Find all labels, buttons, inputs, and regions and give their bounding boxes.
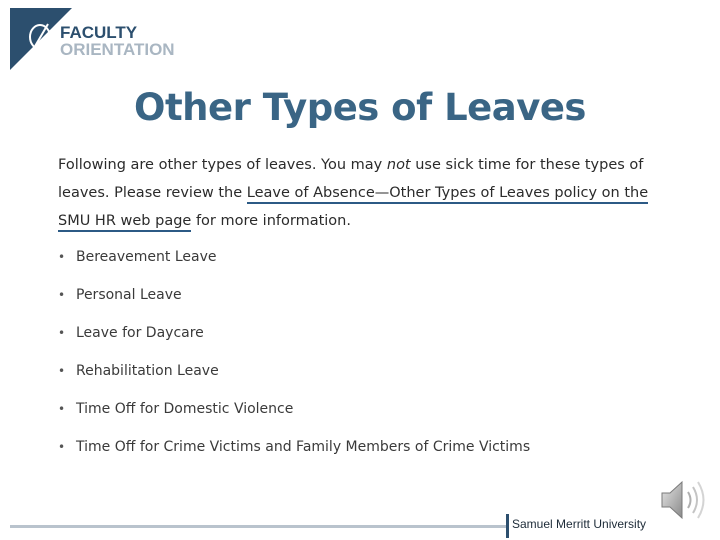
list-item	[58, 319, 530, 357]
leave-types-list	[58, 243, 530, 471]
bullet-icon: •	[58, 364, 66, 378]
policy-link[interactable]: Leave of Absence—Other Types of Leaves policy on the SMU HR web page	[58, 185, 648, 232]
list-item-label: Leave for Daycare	[76, 325, 204, 341]
intro-text-before: Following are other types of leaves. You may	[58, 157, 387, 173]
bullet-icon: •	[58, 288, 66, 302]
list-item	[58, 281, 530, 319]
list-item-label: Time Off for Crime Victims and Family Members of Crime Victims	[76, 439, 531, 455]
intro-paragraph	[58, 151, 658, 235]
list-item	[58, 357, 530, 395]
list-item-label: Rehabilitation Leave	[76, 363, 219, 379]
footer-organization: Samuel Merritt University	[512, 517, 647, 531]
list-item-label: Bereavement Leave	[76, 249, 217, 265]
logo-line-faculty: FACULTY	[60, 23, 138, 42]
footer-accent-bar	[506, 514, 509, 538]
intro-text-after: for more information.	[191, 213, 351, 229]
intro-emphasis: not	[386, 157, 411, 173]
bullet-icon: •	[58, 250, 66, 264]
page-title: Other Types of Leaves	[134, 86, 586, 129]
bullet-icon: •	[58, 440, 66, 454]
list-item	[58, 243, 530, 281]
footer-divider	[10, 525, 506, 528]
list-item-label: Time Off for Domestic Violence	[76, 401, 294, 417]
bullet-icon: •	[58, 326, 66, 340]
list-item	[58, 433, 530, 471]
bullet-icon: •	[58, 402, 66, 416]
logo-line-orientation: ORIENTATION	[60, 40, 175, 59]
speaker-icon[interactable]	[656, 476, 712, 524]
list-item	[58, 395, 530, 433]
intro-text-middle: use sick time for these types of leaves. Please review the	[58, 157, 644, 201]
logo-text	[60, 24, 175, 58]
faculty-orientation-logo	[10, 8, 200, 70]
list-item-label: Personal Leave	[76, 287, 182, 303]
